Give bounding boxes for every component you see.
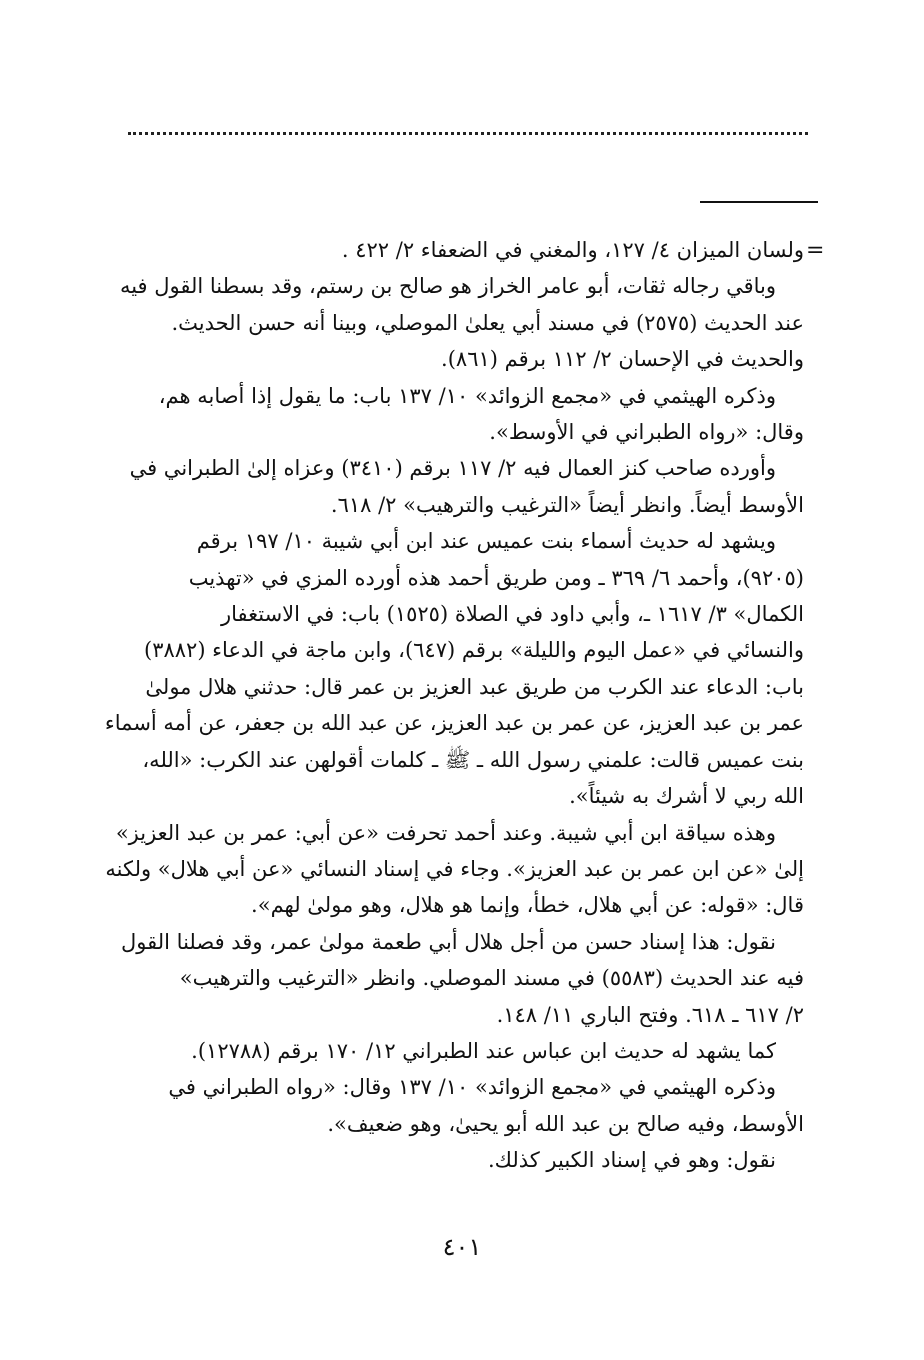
paragraph [104,924,804,1033]
text-line: بنت عميس قالت: علمني رسول الله ـ ﷺ ـ كلمات أقولهن عند الكرب: «الله، [142,747,804,772]
text-line: (٩٢٠٥)، وأحمد ٦/ ٣٦٩ ـ ومن طريق أحمد هذه أورده المزي في «تهذيب [188,565,804,590]
text-line: فيه عند الحديث (٥٥٨٣) في مسند الموصلي. وانظر «الترغيب والترهيب» [179,966,804,991]
text-line: ولسان الميزان ٤/ ١٢٧، والمغني في الضعفاء ٢/ ٤٢٢ . [341,238,804,262]
text-line: عند الحديث (٢٥٧٥) في مسند أبي يعلىٰ الموصلي، وبينا أنه حسن الحديث. [171,310,804,335]
footnote-rule [700,201,818,203]
text-line: وذكره الهيثمي في «مجمع الزوائد» ١٠/ ١٣٧ باب: ما يقول إذا أصابه هم، [158,383,776,408]
text-line: وذكره الهيثمي في «مجمع الزوائد» ١٠/ ١٣٧ وقال: «رواه الطبراني في [168,1075,776,1100]
text-line: وباقي رجاله ثقات، أبو عامر الخراز هو صالح بن رستم، وقد بسطنا القول فيه [119,274,776,299]
text-line: الله ربي لا أشرك به شيئاً». [569,784,804,809]
text-line: ويشهد له حديث أسماء بنت عميس عند ابن أبي شيبة ١٠/ ١٩٧ برقم [196,529,776,554]
text-line: باب: الدعاء عند الكرب من طريق عبد العزيز بن عمر قال: حدثني هلال مولىٰ [145,674,804,699]
text-line: الأوسط أيضاً. وانظر أيضاً «الترغيب والترهيب» ٢/ ٦١٨. [330,492,804,517]
paragraph [104,1033,804,1069]
text-line: الأوسط، وفيه صالح بن عبد الله أبو يحيىٰ، وهو ضعيف». [327,1111,804,1136]
text-line: وقال: «رواه الطبراني في الأوسط». [489,420,804,445]
text-line: وأورده صاحب كنز العمال فيه ٢/ ١١٧ برقم (٣٤١٠) وعزاه إلىٰ الطبراني في [129,456,776,481]
paragraph [104,378,804,451]
text-line: كما يشهد له حديث ابن عباس عند الطبراني ١٢/ ١٧٠ برقم (١٢٧٨٨). [191,1038,776,1063]
text-line: والحديث في الإحسان ٢/ ١١٢ برقم (٨٦١). [441,347,804,372]
paragraph [104,523,804,814]
footnote-text [104,232,804,1179]
text-line: نقول: هذا إسناد حسن من أجل هلال أبي طعمة مولىٰ عمر، وقد فصلنا القول [121,929,776,954]
paragraph [104,450,804,523]
paragraph [104,815,804,924]
text-line: قال: «قوله: عن أبي هلال، خطأ، وإنما هو هلال، وهو مولىٰ لهم». [251,893,804,918]
text-line: إلىٰ «عن ابن عمر بن عبد العزيز». وجاء في إسناد النسائي «عن أبي هلال» ولكنه [105,856,804,881]
continuation-mark: = [806,238,825,263]
paragraph [104,268,804,377]
text-line: نقول: وهو في إسناد الكبير كذلك. [487,1148,776,1173]
text-line: وهذه سياقة ابن أبي شيبة. وعند أحمد تحرفت «عن أبي: عمر بن عبد العزيز» [115,820,776,845]
paragraph [104,1069,804,1142]
paragraph [104,232,804,268]
text-line: والنسائي في «عمل اليوم والليلة» برقم (٦٤٧)، وابن ماجة في الدعاء (٣٨٨٢) [143,638,804,663]
page-number: ٤٠١ [442,1233,482,1261]
paragraph [104,1142,804,1178]
text-line: ٢/ ٦١٧ ـ ٦١٨. وفتح الباري ١١/ ١٤٨. [496,1002,804,1027]
dotted-separator [128,132,808,149]
text-line: عمر بن عبد العزيز، عن عمر بن عبد العزيز، عن عبد الله بن جعفر، عن أمه أسماء [104,711,804,736]
text-line: الكمال» ٣/ ١٦١٧ ـ، وأبي داود في الصلاة (١٥٢٥) باب: في الاستغفار [220,602,804,627]
